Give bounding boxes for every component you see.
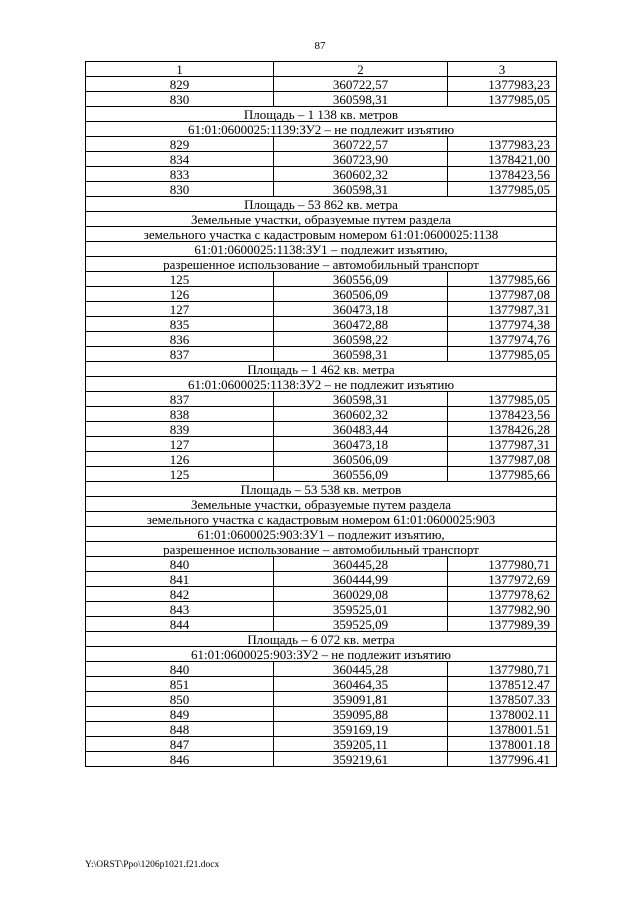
table-row (86, 182, 557, 197)
caption-cell: Площадь – 6 072 кв. метра (86, 632, 557, 647)
caption-cell: разрешенное использование – автомобильный транспорт (86, 542, 557, 557)
table-row (86, 302, 557, 317)
caption-cell: 61:01:0600025:1138:ЗУ2 – не подлежит изъятию (86, 377, 557, 392)
x-coordinate-cell: 360598,31 (274, 347, 448, 362)
x-coordinate-cell: 360029,08 (274, 587, 448, 602)
y-coordinate-cell: 1377989,39 (448, 617, 557, 632)
y-coordinate-cell: 1377985,05 (448, 347, 557, 362)
table-row (86, 692, 557, 707)
table-row (86, 707, 557, 722)
y-coordinate-cell: 1377985,05 (448, 182, 557, 197)
x-coordinate-cell: 360598,22 (274, 332, 448, 347)
point-number-cell: 829 (86, 137, 274, 152)
x-coordinate-cell: 359525,09 (274, 617, 448, 632)
x-coordinate-cell: 360602,32 (274, 407, 448, 422)
header-col-1: 1 (86, 62, 274, 77)
table-row (86, 152, 557, 167)
table-row (86, 737, 557, 752)
y-coordinate-cell: 1377983,23 (448, 137, 557, 152)
table-row (86, 137, 557, 152)
table-row (86, 167, 557, 182)
x-coordinate-cell: 360472,88 (274, 317, 448, 332)
caption-cell: Земельные участки, образуемые путем раздела (86, 212, 557, 227)
y-coordinate-cell: 1377996.41 (448, 752, 557, 767)
point-number-cell: 833 (86, 167, 274, 182)
y-coordinate-cell: 1378001.51 (448, 722, 557, 737)
table-caption-row (86, 242, 557, 257)
table-caption-row (86, 542, 557, 557)
y-coordinate-cell: 1377974,76 (448, 332, 557, 347)
table-row (86, 677, 557, 692)
table-caption-row (86, 257, 557, 272)
point-number-cell: 851 (86, 677, 274, 692)
caption-cell: Земельные участки, образуемые путем раздела (86, 497, 557, 512)
table-row (86, 77, 557, 92)
table-caption-row (86, 512, 557, 527)
y-coordinate-cell: 1377985,05 (448, 392, 557, 407)
y-coordinate-cell: 1378423,56 (448, 167, 557, 182)
point-number-cell: 841 (86, 572, 274, 587)
y-coordinate-cell: 1377972,69 (448, 572, 557, 587)
y-coordinate-cell: 1377987,31 (448, 302, 557, 317)
table-row (86, 617, 557, 632)
x-coordinate-cell: 359091,81 (274, 692, 448, 707)
point-number-cell: 840 (86, 662, 274, 677)
point-number-cell: 844 (86, 617, 274, 632)
table-row (86, 437, 557, 452)
table-row (86, 722, 557, 737)
point-number-cell: 850 (86, 692, 274, 707)
x-coordinate-cell: 360556,09 (274, 467, 448, 482)
file-path-footer: Y:\ORST\Ppo\1206p1021.f21.docx (85, 860, 220, 870)
point-number-cell: 830 (86, 92, 274, 107)
table-caption-row (86, 227, 557, 242)
x-coordinate-cell: 360602,32 (274, 167, 448, 182)
table-row (86, 467, 557, 482)
x-coordinate-cell: 360598,31 (274, 92, 448, 107)
point-number-cell: 834 (86, 152, 274, 167)
caption-cell: 61:01:0600025:903:ЗУ1 – подлежит изъятию, (86, 527, 557, 542)
point-number-cell: 126 (86, 287, 274, 302)
x-coordinate-cell: 360473,18 (274, 437, 448, 452)
header-col-2: 2 (274, 62, 448, 77)
x-coordinate-cell: 360444,99 (274, 572, 448, 587)
y-coordinate-cell: 1377974,38 (448, 317, 557, 332)
table-row (86, 317, 557, 332)
x-coordinate-cell: 360506,09 (274, 452, 448, 467)
page-number: 87 (314, 40, 326, 52)
table-caption-row (86, 482, 557, 497)
table-row (86, 272, 557, 287)
caption-cell: земельного участка с кадастровым номером 61:01:0600025:1138 (86, 227, 557, 242)
x-coordinate-cell: 360464,35 (274, 677, 448, 692)
y-coordinate-cell: 1377987,31 (448, 437, 557, 452)
y-coordinate-cell: 1377980,71 (448, 557, 557, 572)
table-row (86, 287, 557, 302)
point-number-cell: 127 (86, 302, 274, 317)
table-row (86, 347, 557, 362)
point-number-cell: 836 (86, 332, 274, 347)
table-caption-row (86, 377, 557, 392)
caption-cell: земельного участка с кадастровым номером 61:01:0600025:903 (86, 512, 557, 527)
x-coordinate-cell: 360556,09 (274, 272, 448, 287)
y-coordinate-cell: 1377978,62 (448, 587, 557, 602)
x-coordinate-cell: 360506,09 (274, 287, 448, 302)
x-coordinate-cell: 360722,57 (274, 77, 448, 92)
point-number-cell: 829 (86, 77, 274, 92)
point-number-cell: 840 (86, 557, 274, 572)
y-coordinate-cell: 1377980,71 (448, 662, 557, 677)
point-number-cell: 846 (86, 752, 274, 767)
caption-cell: Площадь – 1 462 кв. метра (86, 362, 557, 377)
table-caption-row (86, 212, 557, 227)
point-number-cell: 837 (86, 392, 274, 407)
table-row (86, 662, 557, 677)
y-coordinate-cell: 1377987,08 (448, 452, 557, 467)
x-coordinate-cell: 360723,90 (274, 152, 448, 167)
table-row (86, 407, 557, 422)
point-number-cell: 849 (86, 707, 274, 722)
x-coordinate-cell: 360598,31 (274, 392, 448, 407)
caption-cell: Площадь – 53 862 кв. метра (86, 197, 557, 212)
point-number-cell: 839 (86, 422, 274, 437)
table-caption-row (86, 107, 557, 122)
table-caption-row (86, 197, 557, 212)
caption-cell: разрешенное использование – автомобильный транспорт (86, 257, 557, 272)
table-body (86, 77, 557, 767)
table-caption-row (86, 647, 557, 662)
point-number-cell: 838 (86, 407, 274, 422)
y-coordinate-cell: 1378423,56 (448, 407, 557, 422)
y-coordinate-cell: 1377985,05 (448, 92, 557, 107)
table-row (86, 392, 557, 407)
table-row (86, 557, 557, 572)
x-coordinate-cell: 359525,01 (274, 602, 448, 617)
caption-cell: 61:01:0600025:903:ЗУ2 – не подлежит изъятию (86, 647, 557, 662)
table-row (86, 92, 557, 107)
point-number-cell: 125 (86, 467, 274, 482)
point-number-cell: 126 (86, 452, 274, 467)
point-number-cell: 848 (86, 722, 274, 737)
point-number-cell: 837 (86, 347, 274, 362)
y-coordinate-cell: 1378512.47 (448, 677, 557, 692)
point-number-cell: 843 (86, 602, 274, 617)
y-coordinate-cell: 1378002.11 (448, 707, 557, 722)
table-caption-row (86, 362, 557, 377)
table-row (86, 587, 557, 602)
caption-cell: 61:01:0600025:1138:ЗУ1 – подлежит изъятию, (86, 242, 557, 257)
point-number-cell: 830 (86, 182, 274, 197)
x-coordinate-cell: 360473,18 (274, 302, 448, 317)
caption-cell: Площадь – 53 538 кв. метров (86, 482, 557, 497)
y-coordinate-cell: 1378001.18 (448, 737, 557, 752)
table-row (86, 332, 557, 347)
x-coordinate-cell: 359219,61 (274, 752, 448, 767)
point-number-cell: 125 (86, 272, 274, 287)
table-caption-row (86, 527, 557, 542)
table-row (86, 602, 557, 617)
point-number-cell: 847 (86, 737, 274, 752)
y-coordinate-cell: 1377985,66 (448, 272, 557, 287)
point-number-cell: 842 (86, 587, 274, 602)
x-coordinate-cell: 359205,11 (274, 737, 448, 752)
table-header-row (86, 62, 557, 77)
table-caption-row (86, 122, 557, 137)
y-coordinate-cell: 1378421,00 (448, 152, 557, 167)
x-coordinate-cell: 359095,88 (274, 707, 448, 722)
x-coordinate-cell: 359169,19 (274, 722, 448, 737)
y-coordinate-cell: 1377985,66 (448, 467, 557, 482)
y-coordinate-cell: 1378507.33 (448, 692, 557, 707)
table-row (86, 452, 557, 467)
point-number-cell: 835 (86, 317, 274, 332)
caption-cell: Площадь – 1 138 кв. метров (86, 107, 557, 122)
table-row (86, 572, 557, 587)
y-coordinate-cell: 1377987,08 (448, 287, 557, 302)
caption-cell: 61:01:0600025:1139:ЗУ2 – не подлежит изъятию (86, 122, 557, 137)
y-coordinate-cell: 1377982,90 (448, 602, 557, 617)
point-number-cell: 127 (86, 437, 274, 452)
x-coordinate-cell: 360722,57 (274, 137, 448, 152)
y-coordinate-cell: 1378426,28 (448, 422, 557, 437)
table-caption-row (86, 632, 557, 647)
header-col-3: 3 (448, 62, 557, 77)
x-coordinate-cell: 360483,44 (274, 422, 448, 437)
x-coordinate-cell: 360445,28 (274, 557, 448, 572)
x-coordinate-cell: 360598,31 (274, 182, 448, 197)
x-coordinate-cell: 360445,28 (274, 662, 448, 677)
table-row (86, 422, 557, 437)
table-caption-row (86, 497, 557, 512)
y-coordinate-cell: 1377983,23 (448, 77, 557, 92)
table-row (86, 752, 557, 767)
coordinates-table (85, 61, 557, 767)
